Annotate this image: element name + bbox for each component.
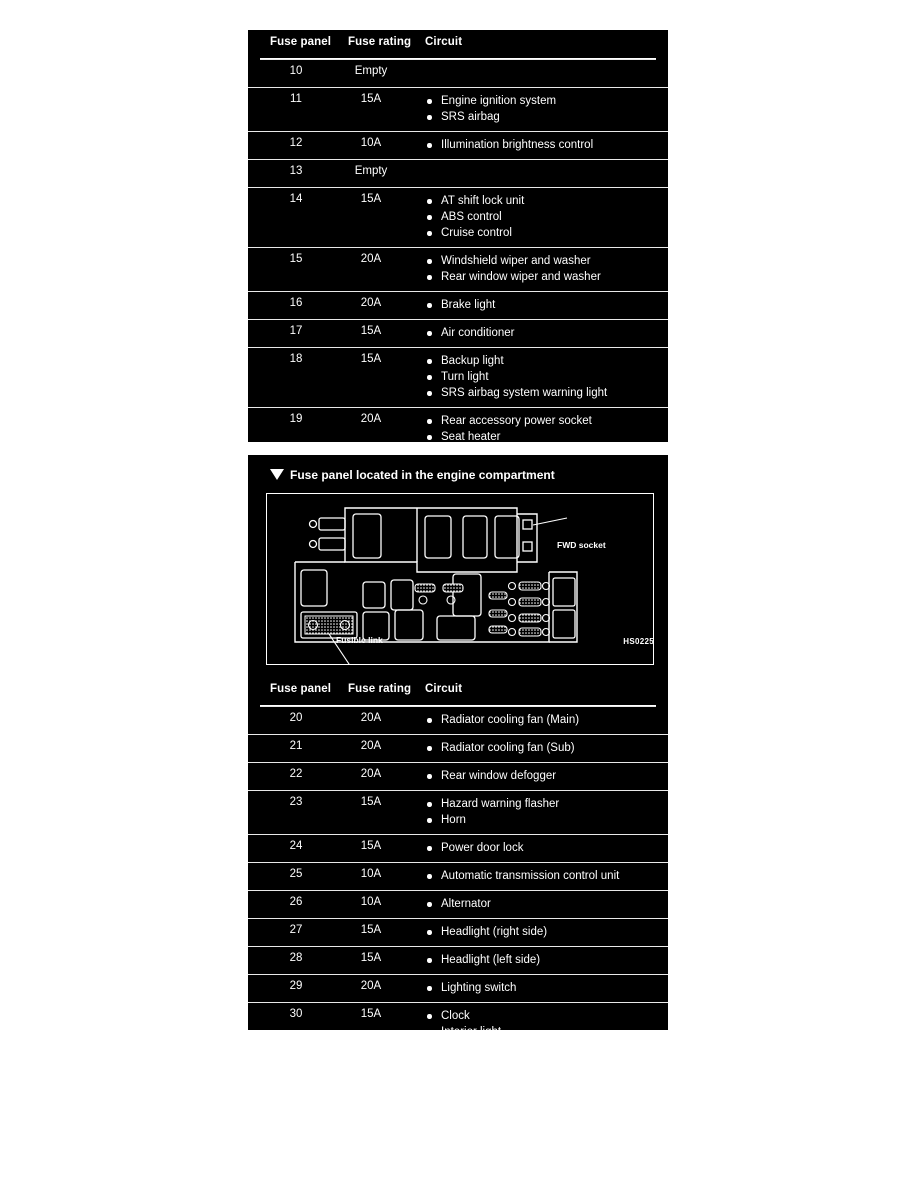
circuit-item: Windshield wiper and washer (425, 253, 654, 269)
engine-fuse-box-diagram (266, 493, 654, 665)
cell-circuit (425, 253, 668, 285)
cell-fuse-panel: 11 (290, 93, 302, 105)
cell-fuse-panel: 17 (289, 325, 303, 337)
figure-code: HS0225 (623, 637, 654, 646)
circuit-item: Hazard warning flasher (425, 796, 654, 812)
cell-circuit (425, 325, 668, 341)
column-header-fuse-rating: Fuse rating (348, 36, 412, 48)
table-row (248, 247, 668, 291)
table-row-content (248, 763, 668, 790)
cell-circuit (425, 65, 668, 81)
circuit-item: Automatic transmission control unit (425, 868, 654, 884)
table-row (248, 60, 668, 87)
cell-circuit (425, 712, 668, 728)
cell-fuse-rating: 10A (360, 137, 382, 149)
cell-fuse-rating: 20A (360, 740, 382, 752)
circuit-item: Horn (425, 812, 654, 828)
table-row-content (248, 791, 668, 834)
table-row (248, 291, 668, 319)
cell-fuse-rating: 15A (360, 796, 382, 808)
cell-fuse-rating: 20A (360, 980, 382, 992)
table-row-content (248, 975, 668, 1002)
cell-circuit (425, 980, 668, 996)
circuit-item: Backup light (425, 353, 654, 369)
cell-circuit (425, 93, 668, 125)
cell-circuit (425, 924, 668, 940)
fuse-table-top (248, 30, 668, 451)
table-row-content (248, 408, 668, 451)
cell-circuit (425, 768, 668, 784)
table-row-content (248, 891, 668, 918)
table-row (248, 734, 668, 762)
cell-circuit (425, 137, 668, 153)
fuse-panel-engine-compartment (248, 455, 668, 1038)
cell-circuit (425, 840, 668, 856)
cell-fuse-panel: 23 (289, 796, 303, 808)
cell-fuse-panel: 20 (289, 712, 303, 724)
table-body-top (248, 60, 668, 451)
circuit-item: Illumination brightness control (425, 137, 654, 153)
cell-circuit (425, 896, 668, 912)
circuit-item: SRS airbag system warning light (425, 385, 654, 401)
table-row (248, 946, 668, 974)
cell-fuse-panel: 25 (289, 868, 303, 880)
column-header-fuse-panel: Fuse panel (270, 36, 332, 48)
column-header-fuse-rating: Fuse rating (348, 683, 412, 695)
cell-circuit (425, 796, 668, 828)
table-row (248, 862, 668, 890)
cell-fuse-rating: 15A (360, 924, 382, 936)
circuit-item: Rear window wiper and washer (425, 269, 654, 285)
circuit-item: Radiator cooling fan (Main) (425, 712, 654, 728)
cell-circuit (425, 413, 668, 445)
table-row-content (248, 1003, 668, 1046)
table-row (248, 131, 668, 159)
circuit-item: Turn light (425, 369, 654, 385)
section-title (270, 468, 555, 482)
table-row-content (248, 348, 668, 407)
table-row-content (248, 835, 668, 862)
table-row (248, 974, 668, 1002)
circuit-item: ABS control (425, 209, 654, 225)
cell-fuse-rating: 20A (360, 253, 382, 265)
table-row-content (248, 88, 668, 131)
cell-fuse-rating: 10A (360, 896, 382, 908)
table-row-content (248, 947, 668, 974)
cell-fuse-panel: 28 (289, 952, 303, 964)
table-row-content (248, 320, 668, 347)
circuit-item: Power door lock (425, 840, 654, 856)
cell-fuse-panel: 27 (289, 924, 303, 936)
table-header-row (248, 30, 668, 60)
table-row-content (248, 735, 668, 762)
fusible-link-label: Fusible link (336, 635, 383, 645)
triangle-marker-icon (270, 469, 284, 480)
cell-fuse-panel: 13 (289, 165, 303, 177)
circuit-item: Engine ignition system (425, 93, 654, 109)
cell-fuse-rating: 15A (360, 840, 382, 852)
cell-fuse-panel: 12 (289, 137, 303, 149)
table-row (248, 407, 668, 451)
circuit-item: Interior light (425, 1024, 654, 1040)
cell-fuse-panel: 26 (289, 896, 303, 908)
cell-fuse-rating: Empty (354, 165, 388, 177)
table-body-bottom (248, 707, 668, 1046)
circuit-item: Rear window defogger (425, 768, 654, 784)
cell-circuit (425, 165, 668, 181)
table-row-content (248, 292, 668, 319)
cell-fuse-panel: 30 (289, 1008, 303, 1020)
circuit-item: Rear accessory power socket (425, 413, 654, 429)
cell-fuse-rating: 20A (360, 297, 382, 309)
cell-circuit (425, 193, 668, 241)
fuse-table-bottom (248, 677, 668, 1046)
cell-circuit (425, 868, 668, 884)
fwd-socket-label: FWD socket (557, 540, 606, 550)
cell-fuse-rating: 15A (360, 325, 382, 337)
cell-fuse-rating: 15A (360, 1008, 382, 1020)
table-row (248, 834, 668, 862)
cell-circuit (425, 952, 668, 968)
column-header-circuit: Circuit (425, 36, 463, 48)
cell-fuse-panel: 21 (289, 740, 303, 752)
circuit-item: Clock (425, 1008, 654, 1024)
cell-fuse-rating: 15A (360, 193, 382, 205)
circuit-item: Air conditioner (425, 325, 654, 341)
column-header-circuit: Circuit (425, 683, 463, 695)
table-row (248, 319, 668, 347)
cell-fuse-panel: 15 (289, 253, 303, 265)
cell-circuit (425, 740, 668, 756)
cell-fuse-panel: 16 (289, 297, 303, 309)
circuit-item: SRS airbag (425, 109, 654, 125)
table-end-rule (260, 451, 656, 453)
table-row-content (248, 188, 668, 247)
table-row (248, 159, 668, 187)
cell-circuit (425, 353, 668, 401)
cell-fuse-panel: 24 (289, 840, 303, 852)
cell-fuse-panel: 10 (289, 65, 303, 77)
circuit-item: Alternator (425, 896, 654, 912)
table-row-content (248, 919, 668, 946)
cell-fuse-rating: 15A (360, 93, 382, 105)
table-row-content (248, 132, 668, 159)
circuit-item: Headlight (left side) (425, 952, 654, 968)
circuit-item: AT shift lock unit (425, 193, 654, 209)
cell-fuse-rating: 20A (360, 768, 382, 780)
section-title-text: Fuse panel located in the engine compartment (290, 468, 555, 482)
table-row (248, 762, 668, 790)
cell-fuse-panel: 18 (289, 353, 303, 365)
table-row (248, 1002, 668, 1046)
cell-fuse-rating: 20A (360, 413, 382, 425)
cell-fuse-rating: 10A (360, 868, 382, 880)
table-row (248, 790, 668, 834)
cell-fuse-rating: 15A (360, 353, 382, 365)
column-header-fuse-panel: Fuse panel (270, 683, 332, 695)
table-row (248, 890, 668, 918)
table-row (248, 707, 668, 734)
cell-fuse-panel: 19 (289, 413, 303, 425)
cell-fuse-rating: 20A (360, 712, 382, 724)
circuit-item: Headlight (right side) (425, 924, 654, 940)
fuse-table-panel-top (248, 30, 668, 442)
circuit-item: Cruise control (425, 225, 654, 241)
table-end-rule (260, 1046, 656, 1048)
table-row-content (248, 60, 668, 87)
cell-fuse-panel: 29 (289, 980, 303, 992)
table-row (248, 187, 668, 247)
cell-fuse-rating: 15A (360, 952, 382, 964)
cell-circuit (425, 1008, 668, 1040)
cell-circuit (425, 297, 668, 313)
table-row (248, 87, 668, 131)
table-row-content (248, 707, 668, 734)
table-row-content (248, 160, 668, 187)
circuit-item: Seat heater (425, 429, 654, 445)
table-header-row (248, 677, 668, 707)
table-row-content (248, 863, 668, 890)
circuit-item: Radiator cooling fan (Sub) (425, 740, 654, 756)
circuit-item: Brake light (425, 297, 654, 313)
table-row (248, 918, 668, 946)
table-row (248, 347, 668, 407)
circuit-item: Lighting switch (425, 980, 654, 996)
cell-fuse-rating: Empty (354, 65, 388, 77)
table-row-content (248, 248, 668, 291)
cell-fuse-panel: 22 (289, 768, 303, 780)
cell-fuse-panel: 14 (289, 193, 303, 205)
